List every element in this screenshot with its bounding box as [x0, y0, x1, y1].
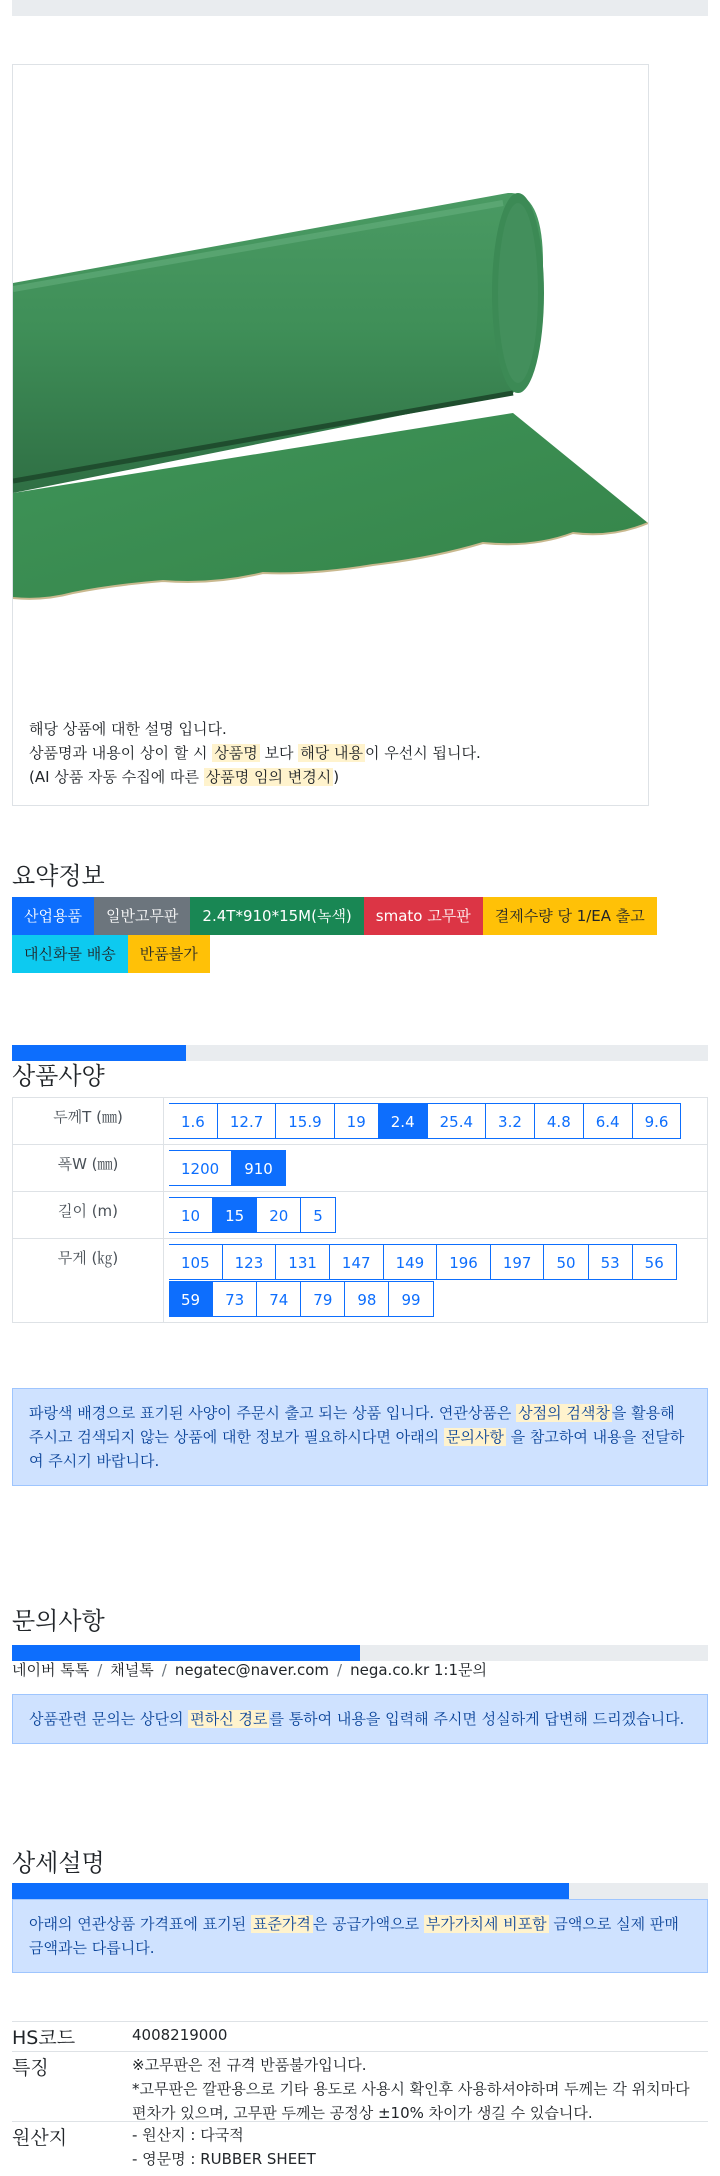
spec-option-button[interactable]: 50 — [543, 1244, 588, 1280]
info-value — [132, 2023, 708, 2047]
spec-options — [164, 1098, 708, 1145]
description-line-2: 상품명과 내용이 상이 할 시 상품명 보다 해당 내용 이 우선시 됩니다. — [29, 744, 481, 762]
spec-option-button[interactable]: 1.6 — [169, 1103, 218, 1139]
spec-label: 두께T (㎜) — [13, 1098, 164, 1145]
spec-label: 폭W (㎜) — [13, 1145, 164, 1192]
rubber-roll-image — [13, 193, 648, 643]
info-row — [12, 2121, 708, 2172]
spec-option-button[interactable]: 25.4 — [427, 1103, 486, 1139]
spec-option-button[interactable]: 10 — [169, 1197, 213, 1233]
spec-option-button[interactable]: 56 — [632, 1244, 677, 1280]
info-value — [132, 2123, 708, 2171]
spec-option-button[interactable]: 74 — [256, 1281, 301, 1317]
inquiry-title: 문의사항 — [12, 1607, 105, 1635]
highlight-route: 편하신 경로 — [190, 1710, 268, 1728]
inquiry-channel-link[interactable]: 네이버 톡톡 — [12, 1661, 90, 1679]
spec-option-button[interactable]: 73 — [212, 1281, 257, 1317]
highlight-product-name: 상품명 — [214, 744, 258, 762]
spec-row — [13, 1098, 708, 1145]
product-image-card — [12, 64, 649, 806]
spec-table — [12, 1097, 708, 1323]
summary-badge: 2.4T*910*15M(녹색) — [190, 897, 363, 935]
spec-row — [13, 1145, 708, 1192]
info-value-line: *고무판은 깔판용으로 기타 용도로 사용시 확인후 사용하셔야하며 두께는 각 위치마다 편차가 있으며, 고무판 두께는 공정상 ±10% 차이가 생길 수 있습니다. — [132, 2080, 690, 2122]
product-description — [29, 717, 481, 789]
info-row — [12, 2051, 708, 2122]
info-value-line: ※고무판은 전 규격 반품불가입니다. — [132, 2056, 367, 2074]
highlight-name-change: 상품명 임의 변경시 — [205, 768, 332, 786]
spec-option-button[interactable]: 5 — [300, 1197, 336, 1233]
spec-row — [13, 1192, 708, 1239]
highlight-search-box: 상점의 검색창 — [518, 1404, 610, 1422]
spec-options — [164, 1145, 708, 1192]
summary-badge: 일반고무판 — [94, 897, 190, 935]
spec-option-button[interactable]: 59 — [169, 1281, 213, 1317]
info-row — [12, 2021, 708, 2052]
spec-title: 상품사양 — [12, 1062, 105, 1090]
summary-badge: 대신화물 배송 — [12, 935, 128, 973]
spec-label: 길이 (m) — [13, 1192, 164, 1239]
spec-options — [164, 1192, 708, 1239]
spec-label: 무게 (㎏) — [13, 1239, 164, 1323]
info-value — [132, 2053, 708, 2125]
summary-badge: 산업용품 — [12, 897, 94, 935]
channel-separator: / — [337, 1661, 343, 1679]
spec-option-button[interactable]: 9.6 — [632, 1103, 682, 1139]
info-key: 원산지 — [12, 2127, 68, 2149]
channel-separator: / — [161, 1661, 167, 1679]
highlight-content: 해당 내용 — [300, 744, 363, 762]
highlight-vat-excluded: 부가가치세 비포함 — [425, 1915, 547, 1933]
spec-option-button[interactable]: 15 — [212, 1197, 257, 1233]
spec-option-button[interactable]: 98 — [344, 1281, 389, 1317]
spec-option-button[interactable]: 196 — [436, 1244, 491, 1280]
spec-option-button[interactable]: 4.8 — [534, 1103, 584, 1139]
spec-row — [13, 1239, 708, 1323]
summary-badge: 반품불가 — [128, 935, 210, 973]
highlight-inquiry: 문의사항 — [445, 1428, 504, 1446]
spec-option-button[interactable]: 147 — [329, 1244, 384, 1280]
channel-separator: / — [97, 1661, 103, 1679]
detail-title: 상세설명 — [12, 1849, 105, 1877]
spec-option-button[interactable]: 2.4 — [378, 1103, 428, 1139]
spec-option-button[interactable]: 131 — [275, 1244, 330, 1280]
spec-option-button[interactable]: 1200 — [169, 1150, 232, 1186]
spec-option-button[interactable]: 197 — [490, 1244, 545, 1280]
spec-option-button[interactable]: 53 — [588, 1244, 633, 1280]
inquiry-channels — [12, 1659, 487, 1680]
spec-option-button[interactable]: 123 — [222, 1244, 277, 1280]
spec-option-button[interactable]: 20 — [256, 1197, 301, 1233]
info-key: HS코드 — [12, 2027, 76, 2049]
summary-badge: smato 고무판 — [364, 897, 483, 935]
spec-option-button[interactable]: 99 — [388, 1281, 433, 1317]
spec-option-button[interactable]: 6.4 — [583, 1103, 633, 1139]
summary-title: 요약정보 — [12, 862, 105, 890]
info-value-line: - 영문명 : RUBBER SHEET — [132, 2150, 316, 2168]
spec-notice: 파랑색 배경으로 표기된 사양이 주문시 출고 되는 상품 입니다. 연관상품은 상점의 검색창 을 활용해 주시고 검색되지 않는 상품에 대한 정보가 필요하시다면 아래의 문의사항 을 참고하여 내용을 전달하여 주시기 바랍니다. — [12, 1388, 708, 1486]
inquiry-channel-link[interactable]: nega.co.kr 1:1문의 — [350, 1661, 487, 1679]
top-progress-track — [12, 0, 708, 16]
summary-badge: 결제수량 당 1/EA 출고 — [483, 897, 657, 935]
info-key: 특징 — [12, 2057, 49, 2079]
spec-option-button[interactable]: 3.2 — [485, 1103, 535, 1139]
info-value-line: 4008219000 — [132, 2026, 228, 2044]
summary-badges — [12, 897, 712, 973]
detail-progress-fill — [12, 1883, 569, 1899]
detail-notice: 아래의 연관상품 가격표에 표기된 표준가격 은 공급가액으로 부가가치세 비포함 금액으로 실제 판매금액과는 다릅니다. — [12, 1899, 708, 1973]
spec-option-button[interactable]: 79 — [300, 1281, 345, 1317]
description-line-1: 해당 상품에 대한 설명 입니다. — [29, 720, 227, 738]
inquiry-channel-link[interactable]: 채널톡 — [110, 1661, 154, 1679]
info-value-line: - 원산지 : 다국적 — [132, 2126, 244, 2144]
inquiry-notice: 상품관련 문의는 상단의 편하신 경로 를 통하여 내용을 입력해 주시면 성실하게 답변해 드리겠습니다. — [12, 1694, 708, 1744]
spec-option-button[interactable]: 15.9 — [275, 1103, 334, 1139]
highlight-standard-price: 표준가격 — [252, 1915, 311, 1933]
inquiry-channel-link[interactable]: negatec@naver.com — [174, 1661, 330, 1679]
spec-options — [164, 1239, 708, 1323]
spec-option-button[interactable]: 910 — [231, 1150, 286, 1186]
spec-option-button[interactable]: 149 — [383, 1244, 438, 1280]
spec-option-button[interactable]: 105 — [169, 1244, 223, 1280]
detail-progress-track — [12, 1883, 708, 1899]
spec-progress-track — [12, 1045, 708, 1061]
spec-option-button[interactable]: 19 — [334, 1103, 379, 1139]
description-line-3: (AI 상품 자동 수집에 따른 상품명 임의 변경시 ) — [29, 768, 340, 786]
spec-option-button[interactable]: 12.7 — [217, 1103, 276, 1139]
